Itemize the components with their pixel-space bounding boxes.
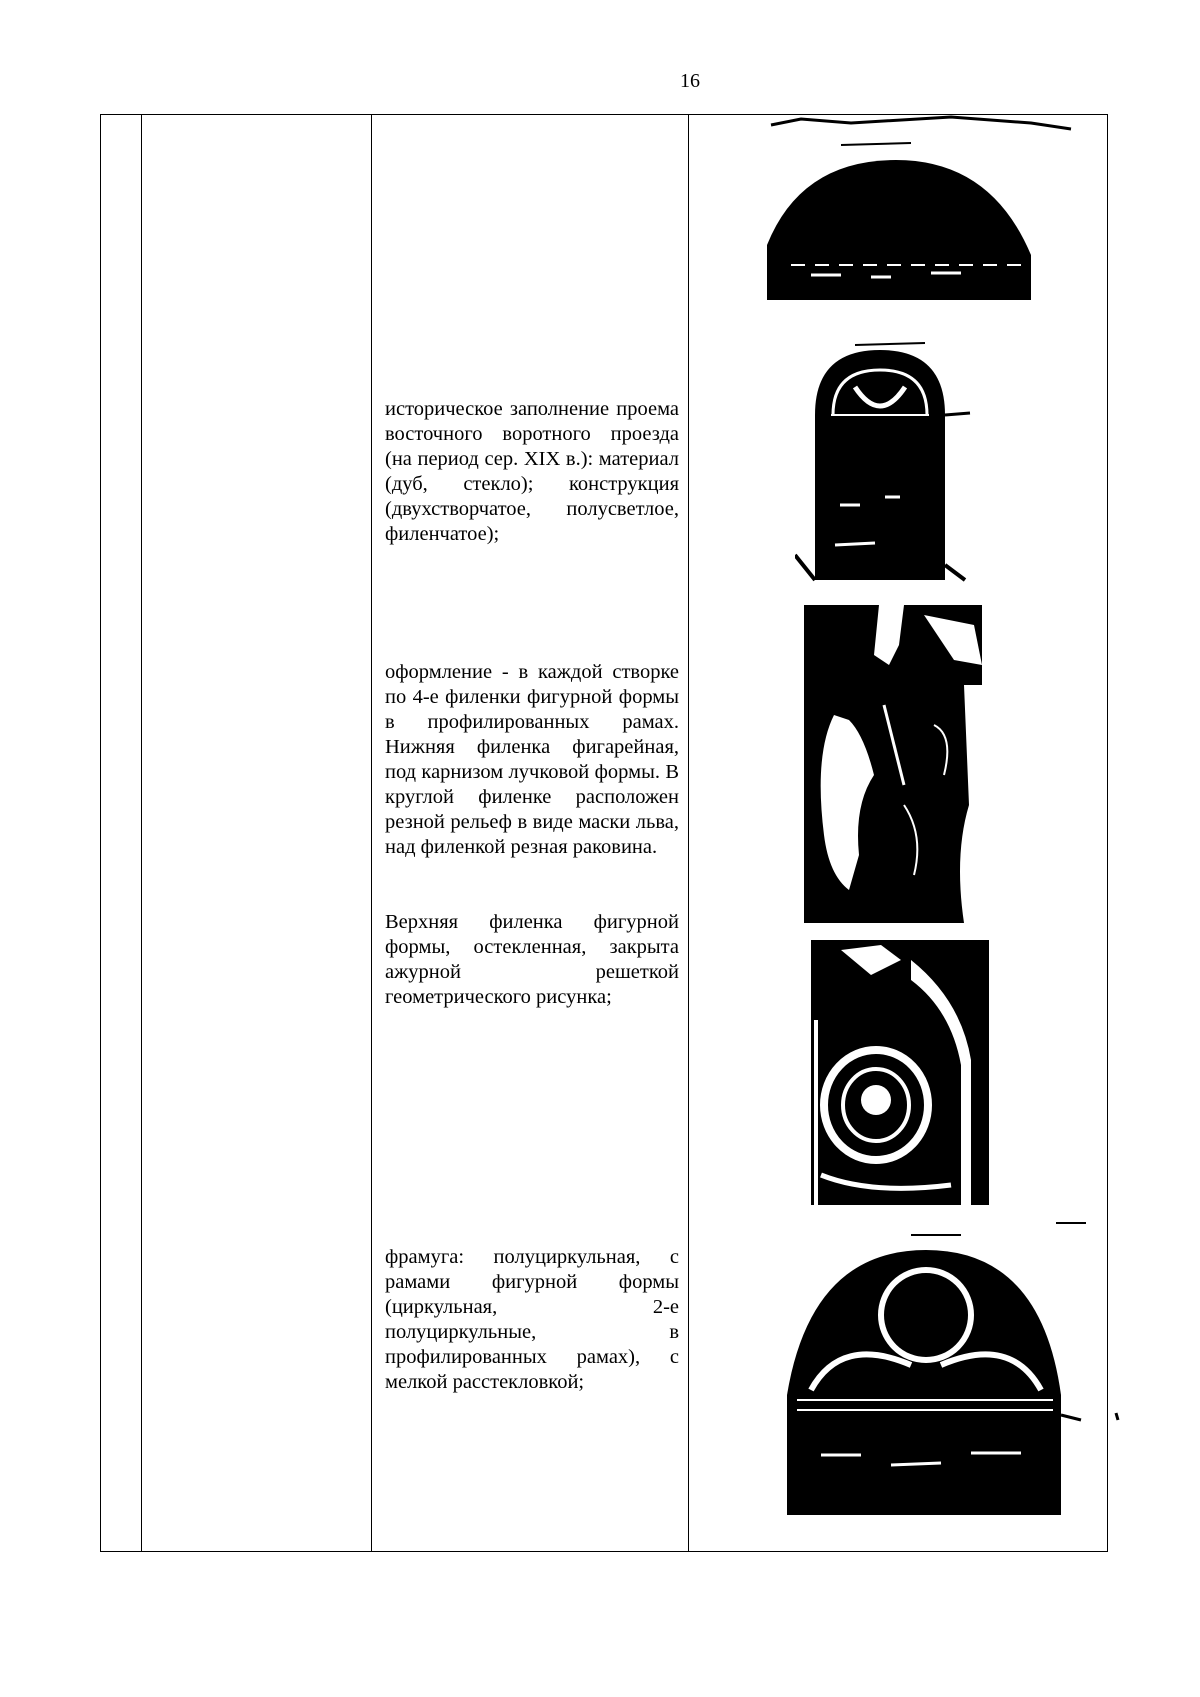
upper-panel-text: Верхняя филенка фигурной формы, остекленная, закрыта ажурной решеткой геометрического рисунка; xyxy=(385,911,679,1008)
heritage-table xyxy=(100,114,1108,1552)
transom-text: фрамуга: полуциркульная, с рамами фигурной формы (циркульная, 2-е полуциркульные, в профилированных рамах), с мелкой расстекловкой; xyxy=(385,1246,679,1393)
transom-photo-bottom xyxy=(731,1215,1167,1535)
arched-door-photo xyxy=(795,325,1095,590)
transom-photo-top xyxy=(731,115,1167,315)
page-number: 16 xyxy=(680,70,700,92)
historical-filling-text: историческое заполнение проема восточного воротного проезда (на период сер. XIX в.): материал (дуб, стекло); конструкция (двухстворчатое, полусветлое, филенчатое); xyxy=(385,398,679,545)
column-divider-2 xyxy=(371,115,372,1551)
carved-panel-photo xyxy=(804,605,982,923)
decoration-text: оформление - в каждой створке по 4-е филенки фигурной формы в профилированных рамах. Нижняя филенка фигарейная, под карнизом лучковой формы. В круглой филенке расположен резной рельеф в виде маски льва, над филенкой резная раковина. xyxy=(385,661,679,858)
column-divider-3 xyxy=(688,115,689,1551)
lion-mask-panel-photo xyxy=(811,940,989,1205)
column-divider-1 xyxy=(141,115,142,1551)
